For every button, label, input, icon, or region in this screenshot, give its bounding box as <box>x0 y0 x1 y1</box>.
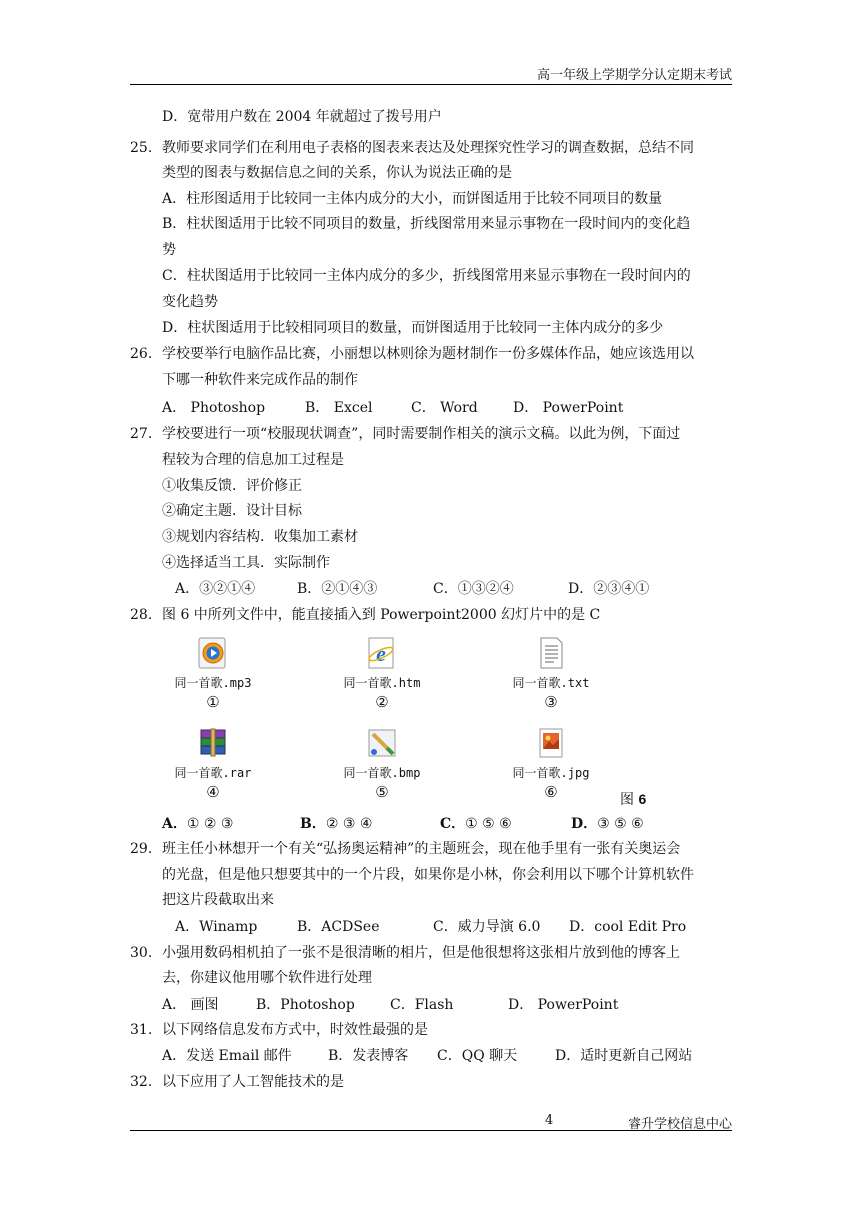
svg-text:e: e <box>376 641 386 666</box>
option-letter: B． <box>300 816 326 832</box>
q26-option-b: B． Excel <box>305 400 373 416</box>
q30-number: 30. <box>130 945 153 961</box>
q29-stem-line3: 把这片段截取出来 <box>162 892 274 908</box>
file-name: 同一首歌.jpg <box>512 766 590 780</box>
file-name: 同一首歌.rar <box>174 766 252 780</box>
q30-option-b: B．Photoshop <box>256 997 355 1013</box>
option-value: ① ② ③ <box>186 816 234 832</box>
option-letter: A． <box>162 816 187 832</box>
q30-stem-line1: 小强用数码相机拍了一张不是很清晰的相片，但是他很想将这张相片放到他的博客上 <box>162 945 680 961</box>
q27-step-4: ④选择适当工具．实际制作 <box>162 555 330 571</box>
q28-option-d <box>571 814 644 834</box>
q29-stem-line1: 班主任小林想开一个有关“弘扬奥运精神”的主题班会，现在他手里有一张有关奥运会 <box>162 841 681 857</box>
text-file-icon <box>534 636 568 670</box>
q25-option-b-line2: 势 <box>162 242 176 258</box>
q27-option-b: B．②①④③ <box>297 581 378 597</box>
q32-number: 32. <box>130 1074 153 1090</box>
q28-number: 28. <box>130 607 153 623</box>
q25-option-a: A．柱形图适用于比较同一主体内成分的大小，而饼图适用于比较不同项目的数量 <box>162 191 663 207</box>
file-rar <box>153 726 273 801</box>
option-value: ③ ⑤ ⑥ <box>597 816 644 832</box>
file-jpg <box>491 726 611 801</box>
q28-stem: 图 6 中所列文件中，能直接插入到 Powerpoint2000 幻灯片中的是 C <box>162 607 601 623</box>
file-number: ④ <box>206 783 220 801</box>
q26-stem-line2: 下哪一种软件来完成作品的制作 <box>162 372 358 388</box>
q29-option-c: C．威力导演 6.0 <box>433 919 541 935</box>
file-number: ③ <box>544 693 558 711</box>
q29-option-d: D．cool Edit Pro <box>569 919 687 935</box>
figure-caption-number: 6 <box>638 791 647 807</box>
q29-option-b: B．ACDSee <box>297 919 380 935</box>
media-player-icon <box>196 636 230 670</box>
file-mp3 <box>153 636 273 711</box>
file-name: 同一首歌.bmp <box>343 766 421 780</box>
bmp-paint-icon <box>365 726 399 760</box>
q26-option-a: A． Photoshop <box>162 400 266 416</box>
file-number: ① <box>206 693 220 711</box>
q32-stem: 以下应用了人工智能技术的是 <box>162 1074 344 1090</box>
q27-option-d: D．②③④① <box>568 581 650 597</box>
footer-rule <box>130 1130 732 1131</box>
file-txt <box>491 636 611 711</box>
q29-option-a: A．Winamp <box>175 919 258 935</box>
q31-stem: 以下网络信息发布方式中，时效性最强的是 <box>162 1022 428 1038</box>
q27-option-a: A．③②①④ <box>175 581 256 597</box>
q28-option-c <box>440 814 512 834</box>
q25-stem-line2: 类型的图表与数据信息之间的关系，你认为说法正确的是 <box>162 165 512 181</box>
q25-number: 25. <box>130 140 153 156</box>
option-letter: D． <box>571 816 598 832</box>
q31-option-c: C．QQ 聊天 <box>437 1048 518 1064</box>
q27-option-c: C．①③②④ <box>433 581 514 597</box>
q26-option-d: D． PowerPoint <box>513 400 624 416</box>
q27-step-2: ②确定主题．设计目标 <box>162 503 302 519</box>
file-htm <box>322 636 442 711</box>
q25-option-c-line2: 变化趋势 <box>162 294 218 310</box>
q25-stem-line1: 教师要求同学们在利用电子表格的图表来表达及处理探究性学习的调查数据，总结不同 <box>162 140 694 156</box>
q24-option-d: D．宽带用户数在 2004 年就超过了拨号用户 <box>162 109 442 125</box>
q26-option-c: C． Word <box>411 400 478 416</box>
q26-number: 26. <box>130 346 153 362</box>
ie-html-icon <box>365 636 399 670</box>
file-number: ⑤ <box>375 783 389 801</box>
q26-stem-line1: 学校要举行电脑作品比赛，小丽想以林则徐为题材制作一份多媒体作品，她应该选用以 <box>162 346 694 362</box>
q27-step-1: ①收集反馈．评价修正 <box>162 478 302 494</box>
q31-option-d: D．适时更新自己网站 <box>555 1048 693 1064</box>
option-value: ② ③ ④ <box>325 816 373 832</box>
q25-option-d: D．柱状图适用于比较相同项目的数量，而饼图适用于比较同一主体内成分的多少 <box>162 320 664 336</box>
jpg-image-icon <box>534 726 568 760</box>
option-value: ① ⑤ ⑥ <box>465 816 512 832</box>
q27-number: 27. <box>130 426 153 442</box>
file-name: 同一首歌.mp3 <box>174 676 252 690</box>
file-bmp <box>322 726 442 801</box>
footer-organization: 睿升学校信息中心 <box>627 1117 732 1132</box>
header-rule <box>130 84 732 85</box>
q31-number: 31. <box>130 1022 153 1038</box>
q27-step-3: ③规划内容结构．收集加工素材 <box>162 529 358 545</box>
q30-option-c: C．Flash <box>390 997 454 1013</box>
q27-stem-line2: 程较为合理的信息加工过程是 <box>162 452 344 468</box>
q27-stem-line1: 学校要进行一项“校服现状调查”，同时需要制作相关的演示文稿。以此为例，下面过 <box>162 426 681 442</box>
q30-option-a: A． 画图 <box>162 997 219 1013</box>
winrar-archive-icon <box>196 726 230 760</box>
option-letter: C． <box>440 816 466 832</box>
q25-option-c-line1: C．柱状图适用于比较同一主体内成分的多少，折线图常用来显示事物在一段时间内的 <box>162 268 691 284</box>
q29-number: 29. <box>130 841 153 857</box>
footer-page-number: 4 <box>545 1113 554 1128</box>
q31-option-b: B．发表博客 <box>328 1048 409 1064</box>
q30-option-d: D． PowerPoint <box>508 997 619 1013</box>
q29-stem-line2: 的光盘，但是他只想要其中的一个片段，如果你是小林，你会利用以下哪个计算机软件 <box>162 867 694 883</box>
file-name: 同一首歌.txt <box>512 676 590 690</box>
file-name: 同一首歌.htm <box>343 676 421 690</box>
figure-6-caption <box>620 789 646 809</box>
q28-option-b <box>300 814 372 834</box>
q31-option-a: A．发送 Email 邮件 <box>162 1048 292 1064</box>
q28-option-a <box>162 814 233 834</box>
file-number: ⑥ <box>544 783 558 801</box>
figure-caption-prefix: 图 <box>620 792 634 808</box>
q25-option-b-line1: B．柱状图适用于比较不同项目的数量，折线图常用来显示事物在一段时间内的变化趋 <box>162 216 691 232</box>
file-number: ② <box>375 693 389 711</box>
page-header-title: 高一年级上学期学分认定期末考试 <box>536 68 732 83</box>
q30-stem-line2: 去，你建议他用哪个软件进行处理 <box>162 970 372 986</box>
